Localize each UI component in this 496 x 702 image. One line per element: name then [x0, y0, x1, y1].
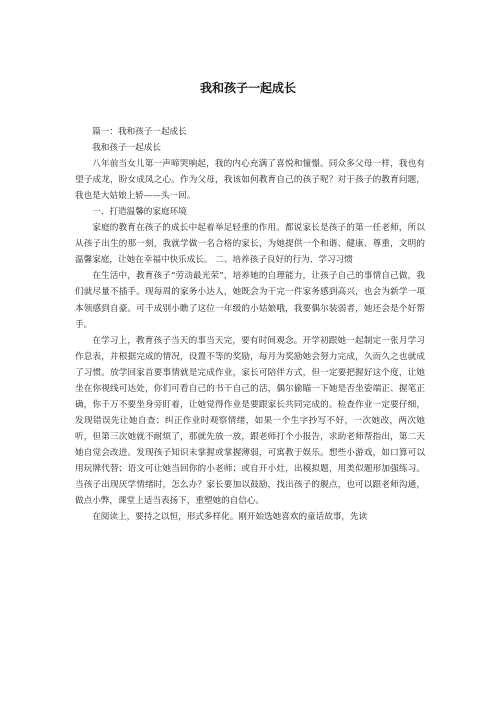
document-title: 我和孩子一起成长: [199, 81, 296, 95]
paragraph-reading: 在阅读上，要持之以恒，形式多样化。刚开始选她喜欢的童话故事，先读: [92, 512, 368, 523]
paragraph-life-habits: 在生活中，教育孩子“劳动最光荣”，培养她的自理能力，让孩子自己的事情自己做，我们就尽量不插手。现每周的家务小达人，她既会为干完一件家务感到高兴，也会为新学一项本领感到自豪。可千成别小瞧了这位一年级的小姑娘哦，我要偶尔装弱者，她还会是个好帮手。: [75, 271, 425, 330]
paragraph-study-habits: 在学习上，教育孩子当天的事当天完，要有时间观念。开学初跟她一起制定一张月学习作息表，并根据完成的情况，设置不等的奖励，每月为奖励她会努力完成，久而久之也就成了习惯。放学回家首要事情就是完成作业，家长可陪伴方式，但一定要把握好这个度，让她坐在你视线可达处，你们可看自己的书干自己的活，偶尔偷瞄一下她是否坐姿端正、握笔正确，你千万不要坐身旁盯着，让她觉得作业是要跟家长共同完成的。检查作业一定要仔细，发现错误先让她自查；纠正作业时观察情绪，如果一个生字抄写不好，一次她改，两次她听，但第三次她就不耐烦了，那就先放一放，跟老师打个小报告，求助老师帮指出，第二天她自觉会改进。发现孩子知识未掌握或掌握薄弱，可寓教于娱乐。想些小游戏，如口算可以用玩牌代替；语文可让她当回你的小老师；或自开小灶，出模拟题，用类似题形加强练习。当孩子出现厌学情绪时，怎么办？家长要加以鼓励，找出孩子的舰点，也可以跟老师沟通，做点小弊，课堂上适当表扬下，重塑她的自信心。: [75, 335, 425, 507]
section-heading: 篇一：我和孩子一起成长: [92, 127, 187, 137]
subheading-family-environment: 一、打造温馨的家庭环境: [92, 207, 187, 218]
paragraph-family-environment: 家庭的教育在孩子的成长中起着举足轻重的作用。都说家长是孩子的第一任老师，所以从孩子出生的那一刻，我就学做一名合格的家长，为她提供一个和谐、健康、尊重，文明的温馨家庭，让她在幸福中快乐成长。 二、培养孩子良好的行为、学习习惯: [75, 223, 425, 266]
article-subtitle: 我和孩子一起成长: [92, 143, 161, 154]
document-body: [75, 124, 425, 525]
paragraph-intro: 八年前当女儿第一声啼哭响起，我的内心充满了喜悦和憧憬。同众多父母一样，我也有望子成龙，盼女成凤之心。作为父母，我该如何教育自己的孩子呢？对于孩子的教育问题，我也是大姑娘上轿——头一回。: [75, 159, 425, 202]
